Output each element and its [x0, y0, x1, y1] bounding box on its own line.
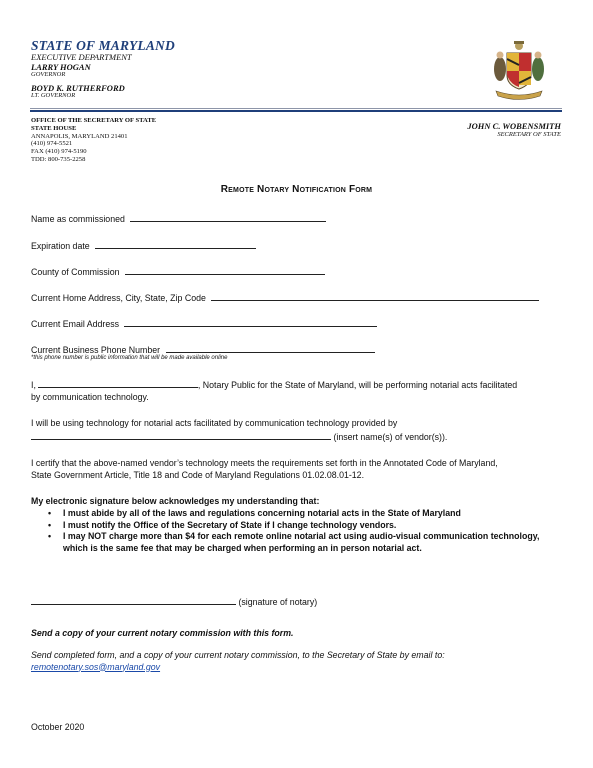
county-field-row	[31, 265, 325, 277]
ack-list	[31, 508, 561, 554]
governor-title: GOVERNOR	[31, 71, 66, 78]
office-tdd: TDD: 800-735-2258	[31, 155, 86, 163]
county-line[interactable]	[125, 265, 325, 275]
signature-line[interactable]	[31, 595, 236, 605]
statement2-line1: I will be using technology for notarial acts facilitated by communication technology provided by	[31, 418, 398, 428]
header-divider	[30, 110, 562, 112]
phone-note: *this phone number is public information that will be made available online	[31, 355, 228, 361]
department-label: EXECUTIVE DEPARTMENT	[31, 52, 132, 62]
name-line[interactable]	[130, 212, 326, 222]
email-label: Current Email Address	[31, 319, 120, 329]
email-line[interactable]	[124, 317, 377, 327]
expiration-field-row	[31, 239, 256, 251]
list-item: • I must abide by all of the laws and regulations concerning notarial acts in the State of Maryland	[48, 508, 461, 518]
office-city: ANNAPOLIS, MARYLAND 21401	[31, 132, 128, 140]
certify-statement	[31, 458, 561, 481]
header-divider-thin	[30, 108, 562, 109]
statement2-suffix: (insert name(s) of vendor(s)).	[333, 431, 448, 442]
office-address-block	[31, 117, 156, 164]
send-instructions-text: Send completed form, and a copy of your current notary commission, to the Secretary of State by email to:	[31, 650, 445, 660]
list-item: which is the same fee that may be charged when performing an in person notarial act.	[63, 542, 422, 553]
lt-governor-title: LT. GOVERNOR	[31, 92, 76, 99]
send-copy-note: Send a copy of your current notary commission with this form.	[31, 628, 294, 638]
home-address-field-row	[31, 291, 539, 303]
signature-label: (signature of notary)	[238, 597, 318, 607]
email-field-row	[31, 317, 377, 329]
certify-line2: State Government Article, Title 18 and Code of Maryland Regulations 01.02.08.01-12.	[31, 469, 365, 480]
home-address-line[interactable]	[211, 291, 539, 301]
phone-label: Current Business Phone Number	[31, 345, 161, 355]
send-instructions	[31, 650, 561, 673]
statement-vendor	[31, 418, 561, 443]
name-label: Name as commissioned	[31, 214, 125, 224]
statement1-suffix: , Notary Public for the State of Maryland, will be performing notarial acts facilitated	[197, 380, 518, 390]
form-date: October 2020	[31, 722, 85, 732]
list-item: • I must notify the Office of the Secretary of State if I change technology vendors.	[48, 519, 397, 530]
notary-name-line[interactable]	[38, 378, 198, 388]
maryland-seal-icon	[488, 37, 550, 101]
home-address-label: Current Home Address, City, State, Zip Code	[31, 293, 206, 303]
phone-line[interactable]	[166, 343, 375, 353]
office-phone: (410) 974-5521	[31, 140, 73, 148]
expiration-label: Expiration date	[31, 241, 90, 251]
statement1-line2: by communication technology.	[31, 391, 149, 402]
phone-field-row	[31, 343, 375, 355]
expiration-line[interactable]	[95, 239, 256, 249]
office-name: OFFICE OF THE SECRETARY OF STATE	[31, 117, 157, 124]
office-fax: FAX (410) 974-5190	[31, 148, 87, 156]
certify-line1: I certify that the above-named vendor’s technology meets the requirements set forth in the Annotated Code of Maryland,	[31, 458, 498, 468]
secretary-block	[467, 121, 561, 138]
list-item: • I may NOT charge more than $4 for each remote online notarial act using audio-visual communication technology,	[48, 531, 540, 541]
name-field-row	[31, 212, 326, 224]
county-label: County of Commission	[31, 267, 120, 277]
signature-row	[31, 595, 317, 607]
email-link[interactable]: remotenotary.sos@maryland.gov	[31, 661, 161, 672]
governor-name: LARRY HOGAN	[31, 62, 91, 72]
form-title: Remote Notary Notification Form	[220, 184, 373, 195]
lt-governor-name: BOYD K. RUTHERFORD	[31, 83, 125, 93]
state-heading: STATE OF MARYLAND	[31, 38, 175, 53]
statement-performing	[31, 378, 561, 403]
office-building: STATE HOUSE	[31, 124, 77, 132]
secretary-title: SECRETARY OF STATE	[497, 131, 561, 138]
vendor-line[interactable]	[31, 430, 331, 440]
ack-heading: My electronic signature below acknowledges my understanding that:	[31, 496, 320, 506]
statement1-prefix: I,	[31, 380, 36, 390]
secretary-name: JOHN C. WOBENSMITH	[467, 121, 561, 131]
